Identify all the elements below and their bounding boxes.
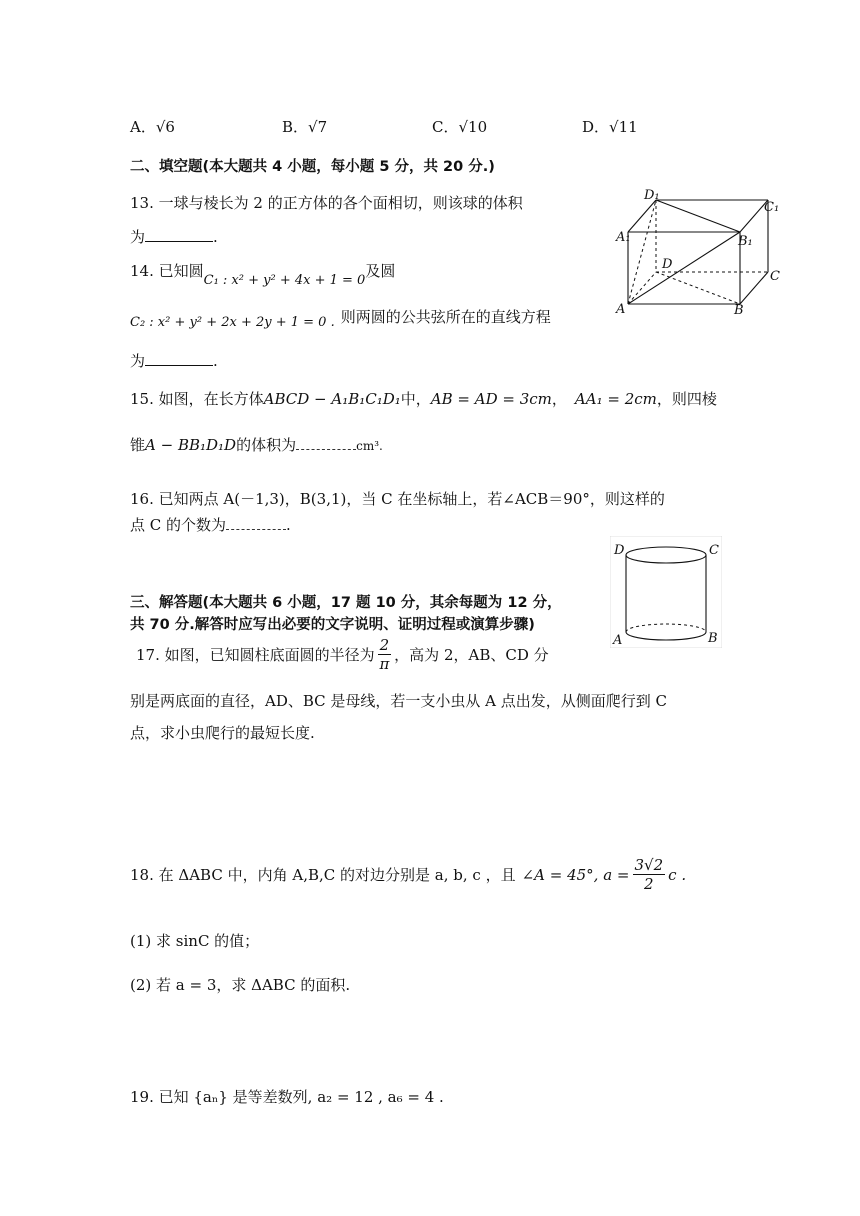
label-d1: D₁ [644,188,660,203]
cyl-label-c: C [709,543,719,558]
label-b: B [734,303,744,318]
label-a1: A₁ [616,230,631,245]
q13-line1: 13. 一球与棱长为 2 的正方体的各个面相切，则该球的体积 [130,194,523,212]
label-d: D [662,257,673,272]
section-3-title-line2: 共 70 分.解答时应写出必要的文字说明、证明过程或演算步骤) [130,617,535,633]
q19-line1: 19. 已知 {aₙ} 是等差数列, a₂ = 12 , a₆ = 4 . [130,1088,444,1106]
q18-part1: (1) 求 sinC 的值； [130,932,260,950]
option-c: C．√10 [432,118,488,136]
label-c1: C₁ [764,200,780,215]
cyl-label-b: B [708,631,718,646]
option-b: B．√7 [282,118,328,136]
q14-line1: 14. 已知圆C₁ : x² + y² + 4x + 1 = 0及圆 [130,262,396,288]
q16-line1: 16. 已知两点 A(－1,3)，B(3,1)，当 C 在坐标轴上，若∠ACB＝90°，则这样的 [130,490,665,508]
label-c: C [770,269,780,284]
label-b1: B₁ [738,234,753,249]
cyl-label-d: D [614,543,625,558]
label-a: A [616,302,626,317]
q14-line2: C₂ : x² + y² + 2x + 2y + 1 = 0 . 则两圆的公共弦所在的直线方程 [130,308,551,330]
q17-line3: 点，求小虫爬行的最短长度. [130,724,315,742]
cylinder-figure [610,536,722,648]
option-d: D．√11 [582,118,638,136]
radius-fraction: $\frac{2}{\pi}$ [379,636,390,673]
cuboid-figure [606,186,786,318]
q15-line1: 15. 如图，在长方体ABCD − A₁B₁C₁D₁中，AB = AD = 3cm， AA₁ = 2cm，则四棱 [130,390,717,408]
answer-blank [226,515,286,530]
q15-line2: 锥A − BB₁D₁D的体积为 cm³. [130,436,383,454]
option-a: A．√6 [130,118,175,136]
cyl-label-a: A [613,633,623,648]
q18-line1: 18. 在 ΔABC 中，内角 A,B,C 的对边分别是 a, b, c ，且 ∠A = 45°, a = $\frac{3√2}{2}$ c . [130,856,687,893]
side-ratio-fraction: $\frac{3√2}{2}$ [634,856,664,893]
q17-line1: 17. 如图，已知圆柱底面圆的半径为 $\frac{2}{\pi}$ ，高为 2，AB、CD 分 [136,636,549,673]
q14-line3: 为 . [130,352,218,370]
q13-line2: 为 . [130,228,218,246]
section-2-title: 二、填空题(本大题共 4 小题，每小题 5 分，共 20 分.) [130,159,495,175]
q17-line2: 别是两底面的直径，AD、BC 是母线，若一支小虫从 A 点出发，从侧面爬行到 C [130,692,668,710]
section-3-title-line1: 三、解答题(本大题共 6 小题，17 题 10 分，其余每题为 12 分， [130,595,562,611]
q16-line2: 点 C 的个数为 . [130,516,291,534]
answer-blank [145,351,213,366]
q18-part2: (2) 若 a = 3，求 ΔABC 的面积. [130,976,351,994]
answer-blank [296,435,356,450]
answer-blank [145,227,213,242]
